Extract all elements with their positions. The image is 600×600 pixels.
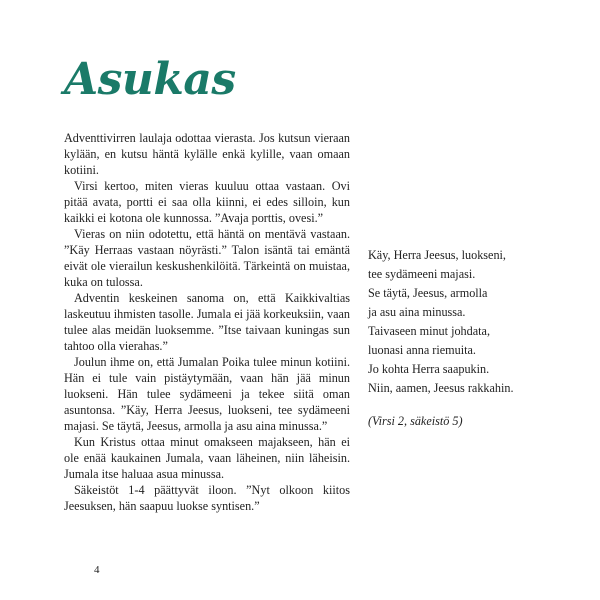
verse-line: Se täytä, Jeesus, armolla (368, 286, 488, 300)
paragraph: Adventin keskeinen sanoma on, että Kaikkivaltias laskeutuu ihmisten tasolle. Jumala ei jää korkeuksiin, vaan tulee alas meidän luoksemme. ”Itse taivaan kuningas sun tahtoo olla vierahas.” (64, 291, 350, 353)
verse-line: Käy, Herra Jeesus, luokseni, (368, 248, 506, 262)
paragraph: Kun Kristus ottaa minut omakseen majakseen, hän ei ole enää kaukainen Jumala, vaan läheinen, niin läheisin. Jumala itse haluaa asua minussa. (64, 435, 350, 481)
verse-line: luonasi anna riemuita. (368, 343, 476, 357)
hymn-verse (368, 246, 538, 431)
paragraph: Virsi kertoo, miten vieras kuuluu ottaa vastaan. Ovi pitää avata, portti ei saa olla kiinni, ei edes silloin, kun kaikki ei kotona ole kunnossa. ”Avaja porttis, ovesi.” (64, 179, 350, 225)
paragraph: Vieras on niin odotettu, että häntä on mentävä vastaan. ”Käy Herraas vastaan nöyrästi.” Talon isäntä tai emäntä eivät ole vierailun keskushenkilöitä. Tärkeintä on muistaa, kuka on tulossa. (64, 227, 350, 289)
paragraph: Joulun ihme on, että Jumalan Poika tulee minun kotiini. Hän ei tule vain pistäytymään, vaan hän jää minun luokseni. Hän tulee sydämeeni ja tekee siitä oman asuntonsa. ”Käy, Herra Jeesus, luokseni, tee sydämeeni majasi. Se täytä, Jeesus, armolla ja asu aina minussa.” (64, 355, 350, 433)
verse-line: ja asu aina minussa. (368, 305, 466, 319)
verse-line: Jo kohta Herra saapukin. (368, 362, 490, 376)
body-text (64, 130, 350, 514)
verse-line: Taivaseen minut johdata, (368, 324, 490, 338)
page-number: 4 (94, 564, 100, 576)
verse-line: Niin, aamen, Jeesus rakkahin. (368, 381, 514, 395)
verse-line: tee sydämeeni majasi. (368, 267, 476, 281)
paragraph: Adventtivirren laulaja odottaa vierasta. Jos kutsun vieraan kylään, en kutsu häntä kylälle enkä kylille, vaan omaan kotiini. (64, 131, 350, 177)
paragraph: Säkeistöt 1-4 päättyvät iloon. ”Nyt olkoon kiitos Jeesuksen, hän saapuu luokse syntisen.” (64, 483, 350, 513)
page-title: Asukas (64, 54, 236, 105)
verse-source: (Virsi 2, säkeistö 5) (368, 414, 463, 428)
